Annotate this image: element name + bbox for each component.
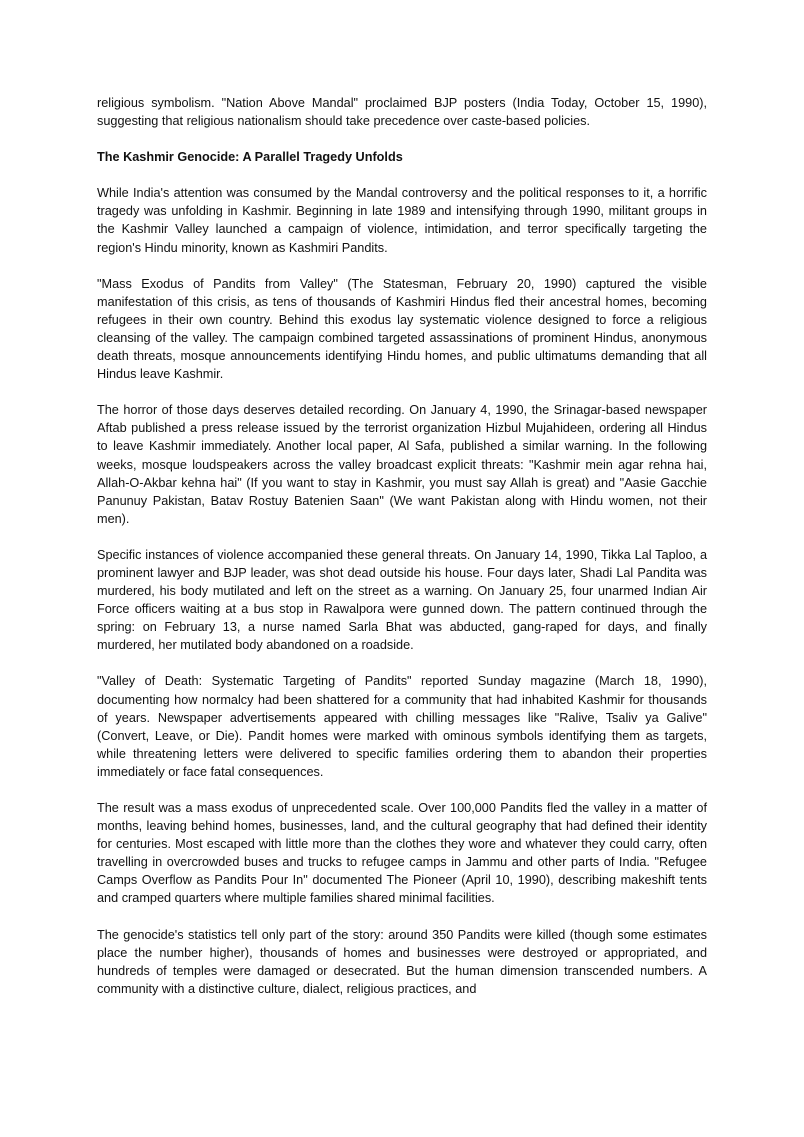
paragraph-specific-violence: Specific instances of violence accompanied these general threats. On January 14, 1990, Tikka Lal Taploo, a prominent lawyer and BJP leader, was shot dead outside his house. Four days later, Shadi Lal Pandita was murdered, his body mutilated and left on the street as a warning. On January 25, four unarmed Indian Air Force officers waiting at a bus stop in Rawalpora were gunned down. The pattern continued through the spring: on February 13, a nurse named Sarla Bhat was abducted, gang-raped for days, and finally murdered, her mutilated body abandoned on a roadside. xyxy=(97,547,707,653)
paragraph-bjp-posters: religious symbolism. "Nation Above Mandal" proclaimed BJP posters (India Today, October 15, 1990), suggesting that religious nationalism should take precedence over caste-based policies. xyxy=(97,96,707,129)
document-page xyxy=(97,94,707,1016)
paragraph-mass-exodus: "Mass Exodus of Pandits from Valley" (The Statesman, February 20, 1990) captured the visible manifestation of this crisis, as tens of thousands of Kashmiri Hindus fled their ancestral homes, becoming refugees in their own country. Behind this exodus lay systematic violence designed to force a religious cleansing of the valley. The campaign combined targeted assassinations of prominent Hindus, anonymous death threats, mosque announcements identifying Hindu homes, and public ultimatums demanding that all Hindus leave Kashmir. xyxy=(97,276,707,382)
paragraph-exodus-scale: The result was a mass exodus of unprecedented scale. Over 100,000 Pandits fled the valley in a matter of months, leaving behind homes, businesses, land, and the cultural geography that had defined their identity for centuries. Most escaped with little more than the clothes they wore and whatever they could carry, often travelling in overcrowded buses and trucks to refugee camps in Jammu and other parts of India. "Refugee Camps Overflow as Pandits Pour In" documented The Pioneer (April 10, 1990), describing makeshift tents and cramped quarters where multiple families shared minimal facilities. xyxy=(97,801,707,906)
paragraph-valley-of-death: "Valley of Death: Systematic Targeting of Pandits" reported Sunday magazine (March 18, 1990), documenting how normalcy had been shattered for a community that had inhabited Kashmir for thousands of years. Newspaper advertisements appeared with chilling messages like "Ralive, Tsaliv ya Galive" (Convert, Leave, or Die). Pandit homes were marked with ominous symbols identifying them as targets, while threatening letters were delivered to specific families ordering them to abandon their properties immediately or face fatal consequences. xyxy=(97,674,707,779)
section-heading-kashmir-genocide: The Kashmir Genocide: A Parallel Tragedy Unfolds xyxy=(97,150,403,165)
paragraph-horror-recording: The horror of those days deserves detailed recording. On January 4, 1990, the Srinagar-based newspaper Aftab published a press release issued by the terrorist organization Hizbul Mujahideen, ordering all Hindus to leave Kashmir immediately. Another local paper, Al Safa, published a similar warning. In the following weeks, mosque loudspeakers across the valley broadcast explicit threats: "Kashmir mein agar rehna hai, Allah-O-Akbar kehna hai" (If you want to stay in Kashmir, you must say Allah is great) and "Aasie Gacchie Panunuy Pakistan, Batav Rostuy Batenien Saan" (We want Pakistan along with Hindu women, not their men). xyxy=(97,403,707,526)
paragraph-kashmir-intro: While India's attention was consumed by the Mandal controversy and the political responses to it, a horrific tragedy was unfolding in Kashmir. Beginning in late 1989 and intensifying through 1990, militant groups in the Kashmir Valley launched a campaign of violence, intimidation, and terror specifically targeting the region's Hindu minority, known as Kashmiri Pandits. xyxy=(97,186,707,255)
paragraph-genocide-statistics: The genocide's statistics tell only part of the story: around 350 Pandits were killed (though some estimates place the number higher), thousands of homes and businesses were destroyed or appropriated, and hundreds of temples were damaged or desecrated. But the human dimension transcended numbers. A community with a distinctive culture, dialect, religious practices, and xyxy=(97,927,707,996)
